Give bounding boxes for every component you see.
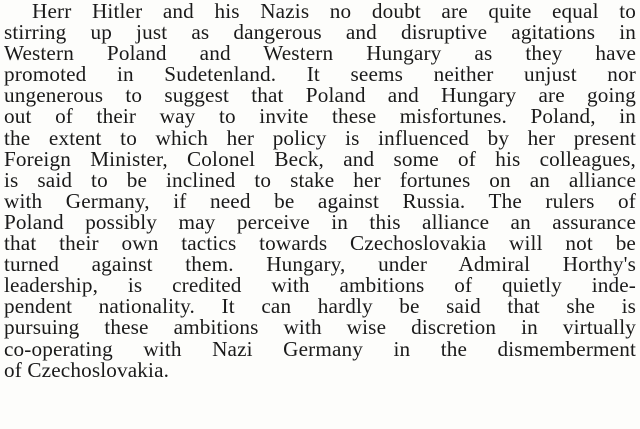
text-line: pendent nationality. It can hardly be said that she is xyxy=(4,294,636,319)
text-line: Western Poland and Western Hungary as they have xyxy=(4,41,636,66)
article-paragraph xyxy=(4,1,636,381)
text-line: of Czechoslovakia. xyxy=(4,357,170,382)
text-line: Herr Hitler and his Nazis no doubt are quite equal to xyxy=(32,0,636,23)
text-line: co-operating with Nazi Germany in the dismemberment xyxy=(4,336,636,361)
text-line: promoted in Sudetenland. It seems neither unjust nor xyxy=(4,62,636,87)
text-line: Foreign Minister, Colonel Beck, and some of his colleagues, xyxy=(4,146,636,171)
text-line: out of their way to invite these misfortunes. Poland, in xyxy=(4,104,636,129)
text-line: the extent to which her policy is influenced by her present xyxy=(4,125,636,150)
text-line: is said to be inclined to stake her fortunes on an alliance xyxy=(4,167,636,192)
text-line: Poland possibly may perceive in this alliance an assurance xyxy=(4,209,636,234)
text-line: that their own tactics towards Czechoslovakia will not be xyxy=(4,231,636,256)
text-line: with Germany, if need be against Russia. The rulers of xyxy=(4,188,636,213)
text-line: turned against them. Hungary, under Admiral Horthy's xyxy=(4,252,636,277)
text-line: stirring up just as dangerous and disruptive agitations in xyxy=(4,20,636,45)
text-line: ungenerous to suggest that Poland and Hungary are going xyxy=(4,83,636,108)
text-line: leadership, is credited with ambitions of quietly inde- xyxy=(4,273,636,298)
text-line: pursuing these ambitions with wise discretion in virtually xyxy=(4,315,636,340)
